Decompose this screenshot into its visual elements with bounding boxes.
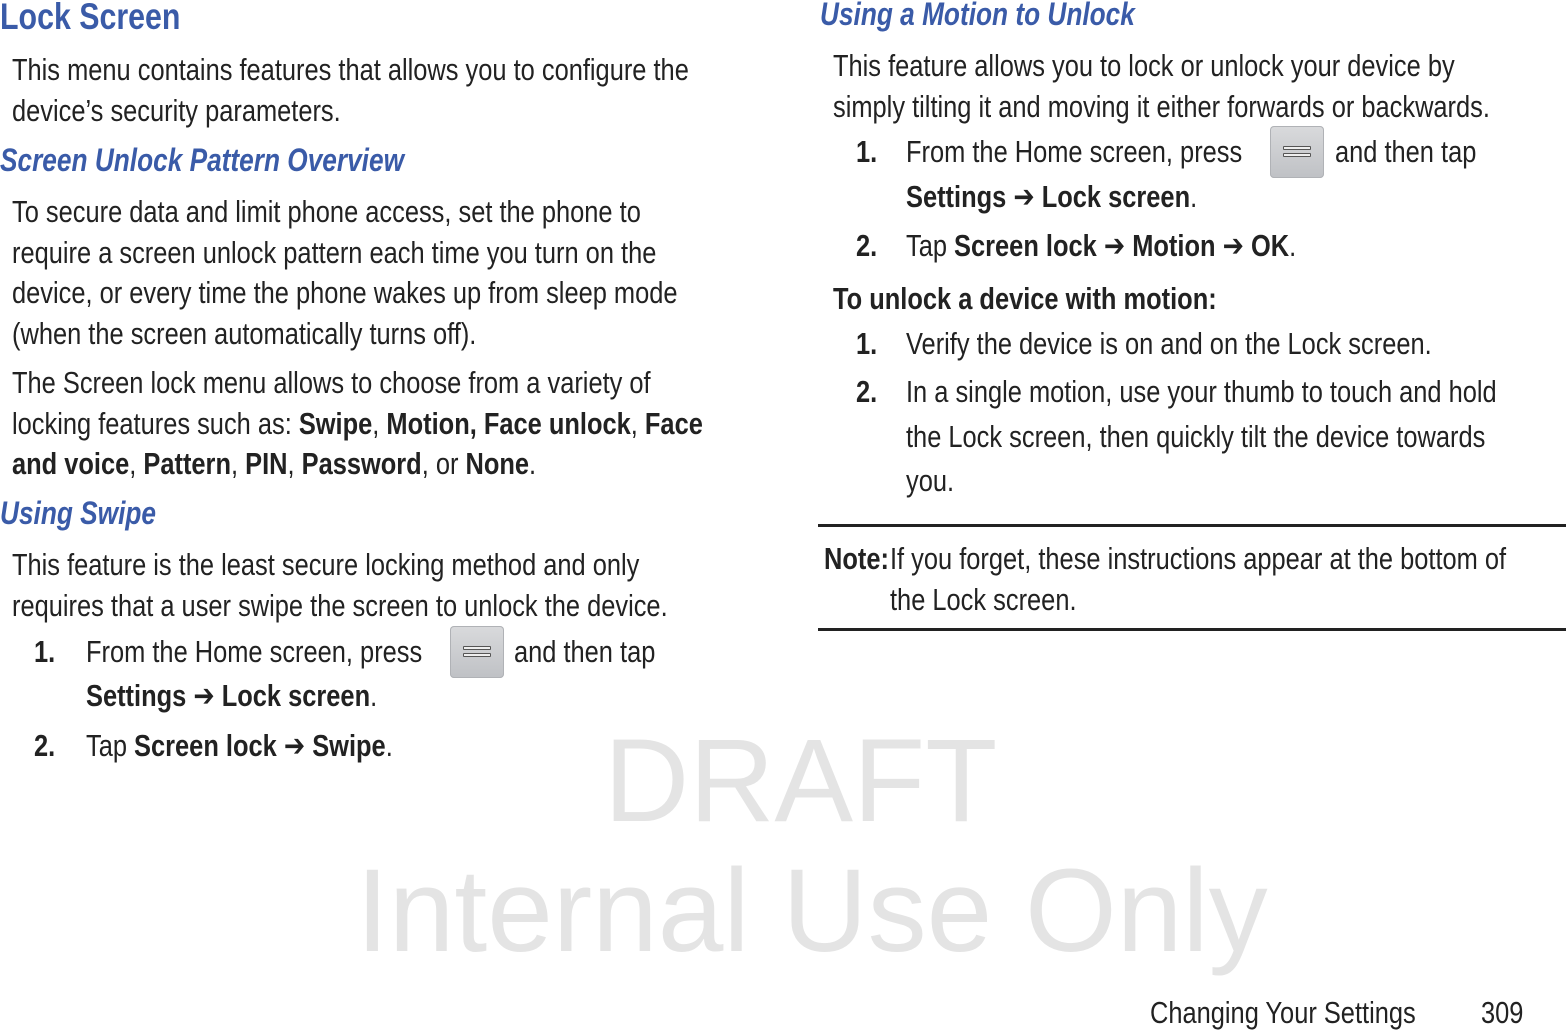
overview-heading: Screen Unlock Pattern Overview — [0, 142, 404, 178]
watermark-internal-use: Internal Use Only — [356, 845, 1268, 977]
step-path: Tap Screen lock ➔ Motion ➔ OK. — [906, 228, 1297, 263]
overview-paragraph: To secure data and limit phone access, set the phone to require a screen unlock pattern each time you turn on the device, or every time the phone wakes up from sleep mode (when the screen automatically turns off). — [12, 194, 678, 351]
motion-intro-paragraph: This feature allows you to lock or unlock your device by simply tilting it and moving it either forwards or backwards. — [833, 48, 1490, 124]
option-password: Password — [301, 446, 422, 481]
step-path: Tap Screen lock ➔ Swipe. — [86, 728, 393, 763]
step-text: the Lock screen, then quickly tilt the device towards — [906, 419, 1486, 454]
step-path: Settings ➔ Lock screen. — [86, 678, 378, 713]
step-number: 1. — [34, 634, 56, 669]
step-text: Verify the device is on and on the Lock screen. — [906, 326, 1432, 361]
unlock-heading: To unlock a device with motion: — [833, 281, 1217, 316]
note-bottom-rule — [818, 628, 1566, 631]
note-text: the Lock screen. — [890, 582, 1077, 617]
swipe-paragraph: This feature is the least secure locking method and only requires that a user swipe the screen to unlock the device. — [12, 547, 668, 623]
option-motion-face: Motion, Face unlock — [386, 405, 631, 441]
step-number: 2. — [34, 728, 56, 763]
step-path: Settings ➔ Lock screen. — [906, 179, 1198, 214]
watermark-draft: DRAFT — [604, 715, 998, 847]
intro-paragraph: This menu contains features that allows you to configure the device’s security parameters. — [12, 52, 689, 128]
option-pin: PIN — [245, 446, 288, 481]
option-swipe: Swipe — [298, 405, 373, 441]
step-number: 2. — [856, 374, 878, 409]
motion-heading: Using a Motion to Unlock — [820, 0, 1135, 32]
step-text: and then tap — [1335, 134, 1477, 169]
footer-section: Changing Your Settings — [1150, 995, 1416, 1030]
option-pattern: Pattern — [143, 446, 231, 481]
step-text: and then tap — [514, 634, 656, 669]
note-top-rule — [818, 524, 1566, 527]
option-none: None — [465, 446, 530, 481]
step-text: From the Home screen, press — [86, 634, 423, 669]
page-title: Lock Screen — [0, 0, 181, 37]
note-text: If you forget, these instructions appear at the bottom of — [890, 541, 1507, 576]
step-text: you. — [906, 463, 955, 498]
menu-key-icon — [450, 626, 504, 678]
step-number: 1. — [856, 326, 878, 361]
step-number: 1. — [856, 134, 878, 169]
step-text: In a single motion, use your thumb to touch and hold — [906, 374, 1497, 409]
menu-key-icon — [1270, 126, 1324, 178]
options-paragraph: The Screen lock menu allows to choose from a variety of locking features such as: Swipe, Motion, Face unlock, Face and voice, Pattern, PIN, Password, or None. — [12, 365, 703, 481]
note-label: Note: — [824, 541, 889, 576]
step-number: 2. — [856, 228, 878, 263]
swipe-heading: Using Swipe — [0, 495, 157, 531]
footer-page-number: 309 — [1481, 995, 1524, 1030]
step-text: From the Home screen, press — [906, 134, 1243, 169]
option-face-voice: Face — [644, 405, 703, 441]
